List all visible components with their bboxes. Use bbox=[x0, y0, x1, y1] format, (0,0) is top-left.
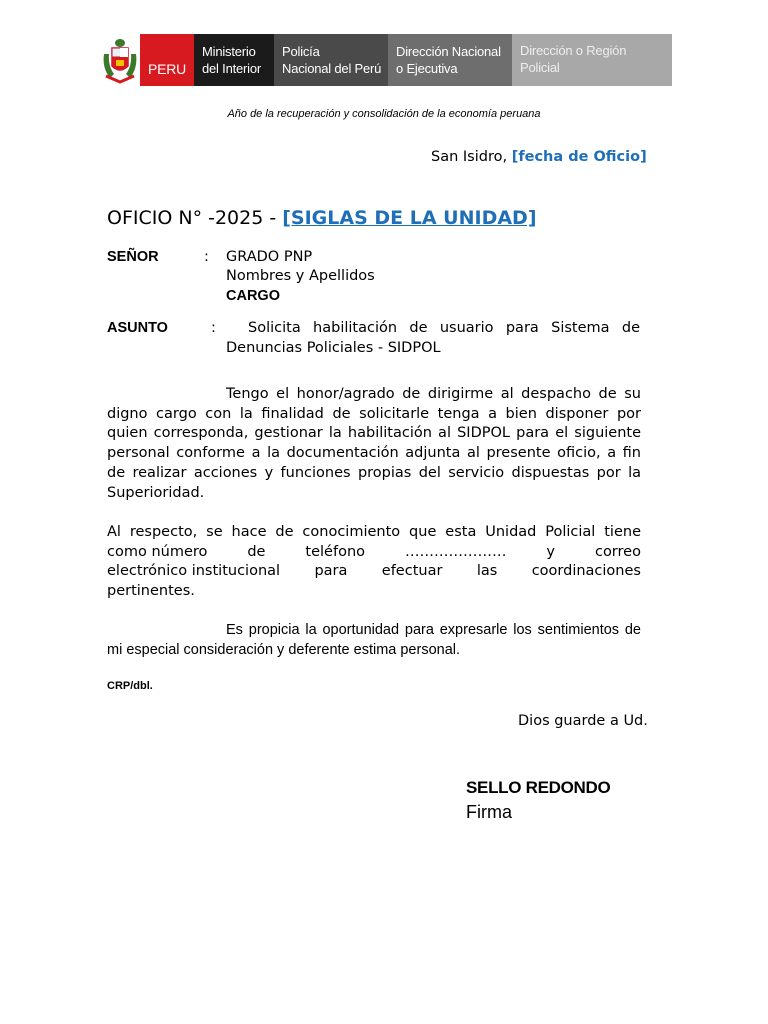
oficio-number: OFICIO N° -2025 - bbox=[107, 207, 283, 229]
subject-line-2: Denuncias Policiales - SIDPOL bbox=[226, 340, 441, 356]
signature-label: Firma bbox=[466, 802, 512, 822]
body-paragraph-2 bbox=[107, 523, 641, 602]
ministry-label bbox=[194, 34, 274, 86]
subject-line-1: Solicita habilitación de usuario para Sistema de bbox=[248, 320, 640, 336]
year-motto: Año de la recuperación y consolidación de la economía peruana bbox=[227, 108, 541, 120]
recipient-position: CARGO bbox=[226, 288, 280, 304]
place-date bbox=[431, 149, 651, 166]
coat-of-arms-icon bbox=[100, 34, 140, 86]
p2-word: efectuar bbox=[381, 563, 443, 580]
direction-label bbox=[388, 34, 512, 86]
recipient-separator: : bbox=[204, 249, 209, 265]
p2-line-2 bbox=[107, 543, 641, 563]
body-paragraph-3: Es propicia la oportunidad para expresarle los sentimientos de mi especial consideración y deferente estima personal. bbox=[107, 622, 641, 658]
recipient-rank: GRADO PNP bbox=[226, 249, 313, 265]
p2-word: de bbox=[247, 543, 266, 560]
subject-separator: : bbox=[211, 320, 216, 336]
unit-acronym-placeholder: [SIGLAS DE LA UNIDAD] bbox=[282, 207, 537, 229]
body-paragraph-1: Tengo el honor/agrado de dirigirme al despacho de su digno cargo con la finalidad de solicitarle tenga a bien disponer por quien corresponda, gestionar la habilitación al SIDPOL para el siguiente personal conforme a la documentación adjunta al presente oficio, a fin de realizar acciones y funciones propias del servicio dispuestas por la Superioridad. bbox=[107, 386, 641, 501]
ministry-line-2: del Interior bbox=[202, 61, 262, 76]
p2-line-1: Al respecto, se hace de conocimiento que esta Unidad Policial tiene bbox=[107, 524, 641, 540]
closing-salutation: Dios guarde a Ud. bbox=[518, 713, 648, 729]
ministry-line-1: Ministerio bbox=[202, 44, 256, 59]
country-label: PERU bbox=[140, 34, 194, 86]
document-title bbox=[107, 207, 537, 229]
p2-line-3 bbox=[107, 562, 641, 582]
direction-line-1: Dirección Nacional bbox=[396, 44, 501, 59]
p2-word: correo bbox=[594, 543, 641, 560]
subject-label: ASUNTO bbox=[107, 320, 168, 336]
p2-line-4: pertinentes. bbox=[107, 583, 195, 600]
place-name: San Isidro, bbox=[431, 149, 508, 165]
police-line-1: Policía bbox=[282, 44, 320, 59]
recipient-names: Nombres y Apellidos bbox=[226, 268, 375, 284]
date-placeholder: [fecha de Oficio] bbox=[511, 149, 647, 165]
p2-word: y bbox=[546, 543, 556, 560]
p2-word: las bbox=[476, 563, 498, 580]
recipient-label: SEÑOR bbox=[107, 249, 159, 265]
p2-word: coordinaciones bbox=[531, 563, 641, 580]
region-line-1: Dirección o Región bbox=[520, 43, 627, 58]
phone-placeholder: ………………… bbox=[404, 543, 507, 560]
institutional-header bbox=[100, 34, 672, 86]
p2-word: electrónico institucional bbox=[107, 563, 281, 580]
police-label bbox=[274, 34, 388, 86]
initials: CRP/dbl. bbox=[107, 680, 153, 692]
police-line-2: Nacional del Perú bbox=[282, 61, 382, 76]
region-label bbox=[512, 34, 672, 86]
p2-word: como número bbox=[107, 543, 208, 560]
region-line-2: Policial bbox=[520, 60, 560, 75]
seal-label: SELLO REDONDO bbox=[466, 778, 611, 797]
p2-word: para bbox=[314, 563, 348, 580]
p2-word: teléfono bbox=[305, 543, 366, 560]
direction-line-2: o Ejecutiva bbox=[396, 61, 458, 76]
